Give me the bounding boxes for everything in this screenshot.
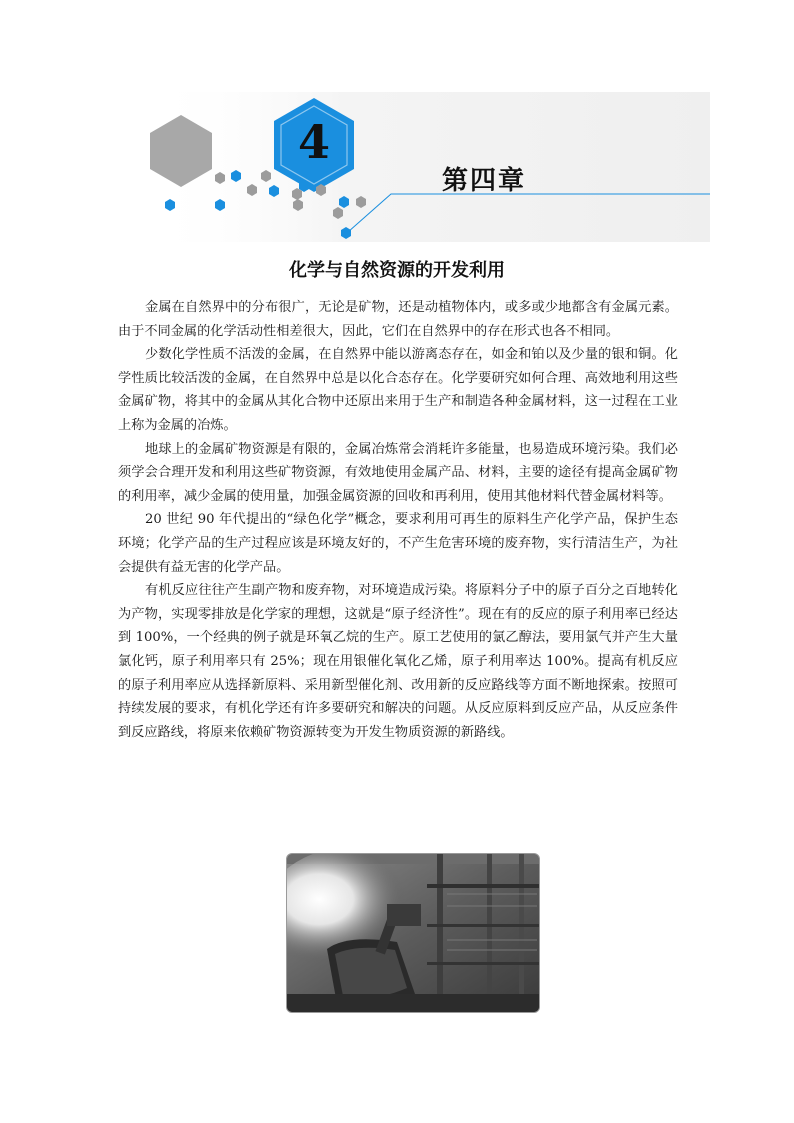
banner-graphics [148, 92, 710, 242]
paragraph: 地球上的金属矿物资源是有限的，金属冶炼常会消耗许多能量，也易造成环境污染。我们必须学会合理开发和利用这些矿物资源，有效地使用金属产品、材料，主要的途径有提高金属矿物的利用率，减少金属的使用量，加强金属资源的回收和再利用，使用其他材料代替金属材料等。 [118, 441, 678, 504]
paragraph: 20 世纪 90 年代提出的“绿色化学”概念，要求利用可再生的原料生产化学产品，保护生态环境；化学产品的生产过程应该是环境友好的，不产生危害环境的废弃物，实行清洁生产，为社会提供有益无害的化学产品。 [118, 512, 678, 575]
paragraph: 金属在自然界中的分布很广，无论是矿物，还是动植物体内，或多或少地都含有金属元素。由于不同金属的化学活动性相差很大，因此，它们在自然界中的存在形式也各不相同。 [118, 300, 678, 339]
chapter-number: 4 [297, 115, 330, 169]
steel-smelting-photo [286, 853, 540, 1013]
paragraph: 有机反应往往产生副产物和废弃物，对环境造成污染。将原料分子中的原子百分之百地转化为产物，实现零排放是化学家的理想，这就是“原子经济性”。现在有的反应的原子利用率已经达到 100%，一个经典的例子就是环氧乙烷的生产。原工艺使用的氯乙醇法，要用氯气并产生大量氯化钙，原子利用率只有 25%；现在用银催化氧化乙烯，原子利用率达 100%。提高有机反应的原子利用率应从选择新原料、采用新型催化剂、改用新的反应路线等方面不断地探索。按照可持续发展的要求，有机化学还有许多要研究和解决的问题。从反应原料到反应产品，从反应条件到反应路线，将原来依赖矿物资源转变为开发生物质资源的新路线。 [118, 583, 678, 740]
chapter-banner [148, 92, 710, 242]
chapter-label: 第四章 [442, 166, 527, 196]
body-text [118, 296, 678, 744]
photo-graphic [287, 854, 539, 1012]
page-title: 化学与自然资源的开发利用 [289, 260, 505, 281]
paragraph: 少数化学性质不活泼的金属，在自然界中能以游离态存在，如金和铂以及少量的银和铜。化学性质比较活泼的金属，在自然界中总是以化合态存在。化学要研究如何合理、高效地利用这些金属矿物，将其中的金属从其化合物中还原出来用于生产和制造各种金属材料，这一过程在工业上称为金属的冶炼。 [118, 347, 678, 433]
banner-background [148, 92, 710, 242]
